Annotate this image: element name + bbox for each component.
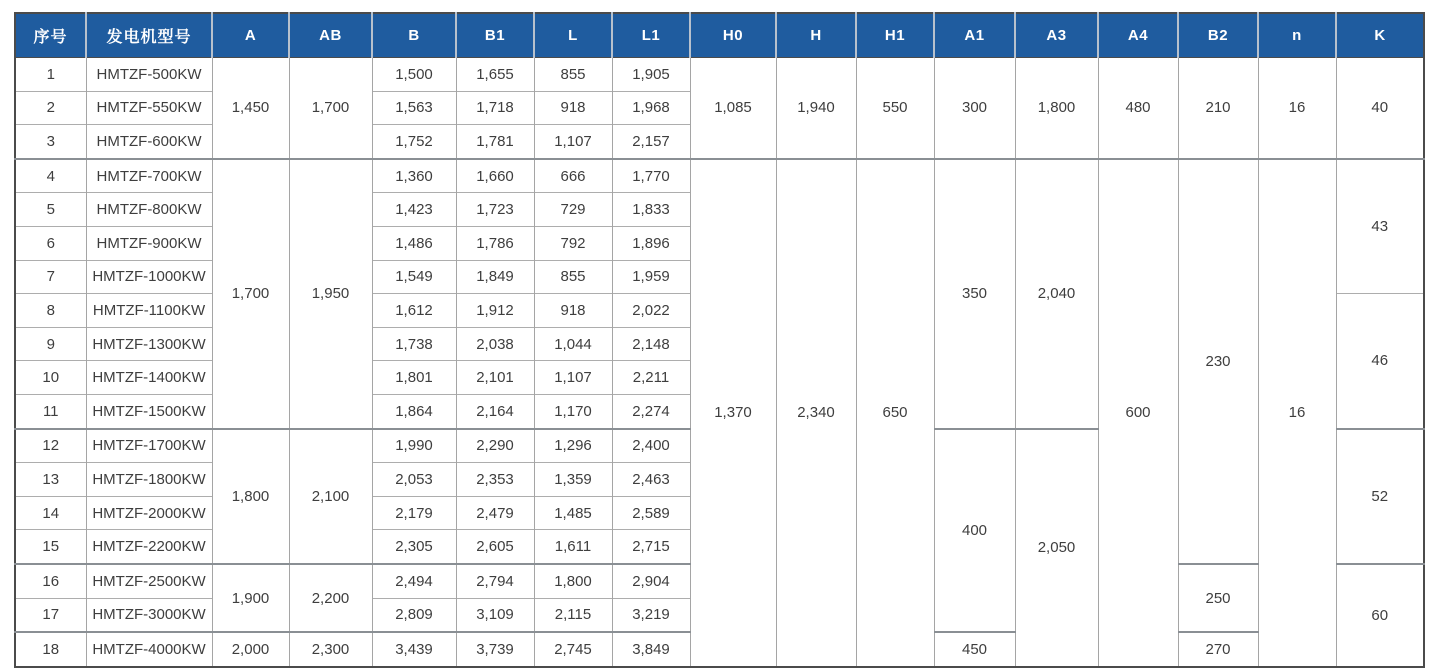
cell-b1-row13: 2,353 xyxy=(456,463,534,497)
cell-index-row3: 3 xyxy=(15,125,86,159)
cell-l1-row3: 2,157 xyxy=(612,125,690,159)
cell-model-row13: HMTZF-1800KW xyxy=(86,463,212,497)
cell-b1-row18: 3,739 xyxy=(456,632,534,667)
cell-a3-row12: 2,050 xyxy=(1015,429,1098,667)
cell-l1-row13: 2,463 xyxy=(612,463,690,497)
cell-a-row4: 1,700 xyxy=(212,159,289,429)
cell-l-row18: 2,745 xyxy=(534,632,612,667)
cell-h1-row4: 650 xyxy=(856,159,934,667)
cell-a1-row12: 400 xyxy=(934,429,1015,633)
cell-l-row17: 2,115 xyxy=(534,598,612,632)
cell-l1-row12: 2,400 xyxy=(612,429,690,463)
cell-l-row6: 792 xyxy=(534,226,612,260)
cell-k-row4: 43 xyxy=(1336,159,1424,294)
cell-index-row15: 15 xyxy=(15,530,86,564)
cell-a1-row18: 450 xyxy=(934,632,1015,667)
cell-b2-row1: 210 xyxy=(1178,58,1258,159)
cell-l1-row15: 2,715 xyxy=(612,530,690,564)
cell-l-row5: 729 xyxy=(534,193,612,227)
cell-a1-row1: 300 xyxy=(934,58,1015,159)
column-header-b: B xyxy=(372,13,456,58)
cell-model-row6: HMTZF-900KW xyxy=(86,226,212,260)
cell-index-row14: 14 xyxy=(15,496,86,530)
cell-model-row9: HMTZF-1300KW xyxy=(86,327,212,361)
cell-l-row7: 855 xyxy=(534,260,612,294)
cell-b-row7: 1,549 xyxy=(372,260,456,294)
cell-b1-row15: 2,605 xyxy=(456,530,534,564)
cell-l-row4: 666 xyxy=(534,159,612,193)
cell-index-row8: 8 xyxy=(15,294,86,328)
cell-h-row4: 2,340 xyxy=(776,159,856,667)
cell-a1-row4: 350 xyxy=(934,159,1015,429)
cell-l1-row6: 1,896 xyxy=(612,226,690,260)
column-header-a: A xyxy=(212,13,289,58)
cell-b-row18: 3,439 xyxy=(372,632,456,667)
column-header-b1: B1 xyxy=(456,13,534,58)
cell-k-row8: 46 xyxy=(1336,294,1424,429)
cell-index-row11: 11 xyxy=(15,394,86,428)
cell-b-row14: 2,179 xyxy=(372,496,456,530)
cell-model-row2: HMTZF-550KW xyxy=(86,91,212,125)
cell-b-row9: 1,738 xyxy=(372,327,456,361)
cell-l1-row4: 1,770 xyxy=(612,159,690,193)
cell-l1-row8: 2,022 xyxy=(612,294,690,328)
cell-index-row5: 5 xyxy=(15,193,86,227)
cell-model-row1: HMTZF-500KW xyxy=(86,58,212,92)
cell-b-row16: 2,494 xyxy=(372,564,456,598)
cell-a4-row1: 480 xyxy=(1098,58,1178,159)
cell-l-row14: 1,485 xyxy=(534,496,612,530)
cell-l1-row9: 2,148 xyxy=(612,327,690,361)
cell-ab-row4: 1,950 xyxy=(289,159,372,429)
cell-model-row17: HMTZF-3000KW xyxy=(86,598,212,632)
cell-model-row5: HMTZF-800KW xyxy=(86,193,212,227)
cell-ab-row18: 2,300 xyxy=(289,632,372,667)
cell-index-row16: 16 xyxy=(15,564,86,598)
cell-model-row18: HMTZF-4000KW xyxy=(86,632,212,667)
cell-b-row10: 1,801 xyxy=(372,361,456,395)
column-header-index: 序号 xyxy=(15,13,86,58)
cell-b2-row16: 250 xyxy=(1178,564,1258,632)
cell-model-row4: HMTZF-700KW xyxy=(86,159,212,193)
cell-model-row16: HMTZF-2500KW xyxy=(86,564,212,598)
column-header-b2: B2 xyxy=(1178,13,1258,58)
cell-b2-row18: 270 xyxy=(1178,632,1258,667)
cell-l1-row18: 3,849 xyxy=(612,632,690,667)
cell-l1-row7: 1,959 xyxy=(612,260,690,294)
cell-k-row16: 60 xyxy=(1336,564,1424,667)
cell-model-row3: HMTZF-600KW xyxy=(86,125,212,159)
cell-b-row3: 1,752 xyxy=(372,125,456,159)
cell-l1-row16: 2,904 xyxy=(612,564,690,598)
cell-b-row4: 1,360 xyxy=(372,159,456,193)
cell-model-row14: HMTZF-2000KW xyxy=(86,496,212,530)
cell-k-row1: 40 xyxy=(1336,58,1424,159)
cell-b-row6: 1,486 xyxy=(372,226,456,260)
cell-l-row15: 1,611 xyxy=(534,530,612,564)
cell-l-row12: 1,296 xyxy=(534,429,612,463)
cell-l1-row17: 3,219 xyxy=(612,598,690,632)
cell-n-row4: 16 xyxy=(1258,159,1336,667)
cell-b1-row8: 1,912 xyxy=(456,294,534,328)
cell-b1-row10: 2,101 xyxy=(456,361,534,395)
cell-l-row1: 855 xyxy=(534,58,612,92)
cell-b1-row14: 2,479 xyxy=(456,496,534,530)
cell-index-row1: 1 xyxy=(15,58,86,92)
cell-l-row8: 918 xyxy=(534,294,612,328)
cell-a3-row4: 2,040 xyxy=(1015,159,1098,429)
cell-index-row17: 17 xyxy=(15,598,86,632)
cell-l-row9: 1,044 xyxy=(534,327,612,361)
cell-b-row13: 2,053 xyxy=(372,463,456,497)
cell-l-row16: 1,800 xyxy=(534,564,612,598)
cell-b-row8: 1,612 xyxy=(372,294,456,328)
cell-b-row1: 1,500 xyxy=(372,58,456,92)
cell-ab-row12: 2,100 xyxy=(289,429,372,564)
cell-index-row6: 6 xyxy=(15,226,86,260)
cell-l-row10: 1,107 xyxy=(534,361,612,395)
header-row xyxy=(15,13,1424,58)
cell-l1-row2: 1,968 xyxy=(612,91,690,125)
cell-index-row7: 7 xyxy=(15,260,86,294)
cell-b1-row7: 1,849 xyxy=(456,260,534,294)
column-header-h1: H1 xyxy=(856,13,934,58)
cell-index-row9: 9 xyxy=(15,327,86,361)
column-header-l: L xyxy=(534,13,612,58)
table-body xyxy=(15,58,1424,667)
cell-b1-row12: 2,290 xyxy=(456,429,534,463)
table-row-4 xyxy=(15,159,1424,193)
cell-index-row4: 4 xyxy=(15,159,86,193)
column-header-k: K xyxy=(1336,13,1424,58)
cell-l1-row14: 2,589 xyxy=(612,496,690,530)
cell-ab-row16: 2,200 xyxy=(289,564,372,632)
column-header-model: 发电机型号 xyxy=(86,13,212,58)
column-header-l1: L1 xyxy=(612,13,690,58)
cell-a-row12: 1,800 xyxy=(212,429,289,564)
column-header-ab: AB xyxy=(289,13,372,58)
table-header xyxy=(15,13,1424,58)
cell-model-row7: HMTZF-1000KW xyxy=(86,260,212,294)
cell-model-row12: HMTZF-1700KW xyxy=(86,429,212,463)
cell-h0-row1: 1,085 xyxy=(690,58,776,159)
cell-b1-row16: 2,794 xyxy=(456,564,534,598)
cell-b1-row3: 1,781 xyxy=(456,125,534,159)
column-header-a4: A4 xyxy=(1098,13,1178,58)
cell-l-row3: 1,107 xyxy=(534,125,612,159)
cell-l1-row10: 2,211 xyxy=(612,361,690,395)
column-header-a1: A1 xyxy=(934,13,1015,58)
cell-k-row12: 52 xyxy=(1336,429,1424,564)
column-header-n: n xyxy=(1258,13,1336,58)
cell-b1-row2: 1,718 xyxy=(456,91,534,125)
cell-b1-row17: 3,109 xyxy=(456,598,534,632)
cell-a-row1: 1,450 xyxy=(212,58,289,159)
cell-l-row2: 918 xyxy=(534,91,612,125)
cell-l1-row11: 2,274 xyxy=(612,394,690,428)
cell-h1-row1: 550 xyxy=(856,58,934,159)
cell-b-row15: 2,305 xyxy=(372,530,456,564)
cell-b-row17: 2,809 xyxy=(372,598,456,632)
cell-n-row1: 16 xyxy=(1258,58,1336,159)
cell-l-row11: 1,170 xyxy=(534,394,612,428)
cell-b2-row4: 230 xyxy=(1178,159,1258,564)
cell-b-row5: 1,423 xyxy=(372,193,456,227)
cell-index-row10: 10 xyxy=(15,361,86,395)
cell-model-row11: HMTZF-1500KW xyxy=(86,394,212,428)
cell-b-row12: 1,990 xyxy=(372,429,456,463)
cell-index-row13: 13 xyxy=(15,463,86,497)
cell-l1-row5: 1,833 xyxy=(612,193,690,227)
cell-b-row2: 1,563 xyxy=(372,91,456,125)
table-row-1 xyxy=(15,58,1424,92)
cell-ab-row1: 1,700 xyxy=(289,58,372,159)
cell-a-row18: 2,000 xyxy=(212,632,289,667)
cell-model-row8: HMTZF-1100KW xyxy=(86,294,212,328)
generator-spec-table xyxy=(14,12,1425,668)
cell-b-row11: 1,864 xyxy=(372,394,456,428)
cell-model-row15: HMTZF-2200KW xyxy=(86,530,212,564)
cell-h-row1: 1,940 xyxy=(776,58,856,159)
cell-index-row2: 2 xyxy=(15,91,86,125)
column-header-h0: H0 xyxy=(690,13,776,58)
cell-l-row13: 1,359 xyxy=(534,463,612,497)
cell-model-row10: HMTZF-1400KW xyxy=(86,361,212,395)
column-header-h: H xyxy=(776,13,856,58)
cell-l1-row1: 1,905 xyxy=(612,58,690,92)
cell-a4-row4: 600 xyxy=(1098,159,1178,667)
cell-a3-row1: 1,800 xyxy=(1015,58,1098,159)
cell-b1-row9: 2,038 xyxy=(456,327,534,361)
cell-b1-row5: 1,723 xyxy=(456,193,534,227)
cell-index-row18: 18 xyxy=(15,632,86,667)
cell-index-row12: 12 xyxy=(15,429,86,463)
column-header-a3: A3 xyxy=(1015,13,1098,58)
cell-b1-row1: 1,655 xyxy=(456,58,534,92)
spec-table xyxy=(14,12,1425,668)
cell-h0-row4: 1,370 xyxy=(690,159,776,667)
cell-b1-row6: 1,786 xyxy=(456,226,534,260)
cell-b1-row4: 1,660 xyxy=(456,159,534,193)
cell-a-row16: 1,900 xyxy=(212,564,289,632)
cell-b1-row11: 2,164 xyxy=(456,394,534,428)
